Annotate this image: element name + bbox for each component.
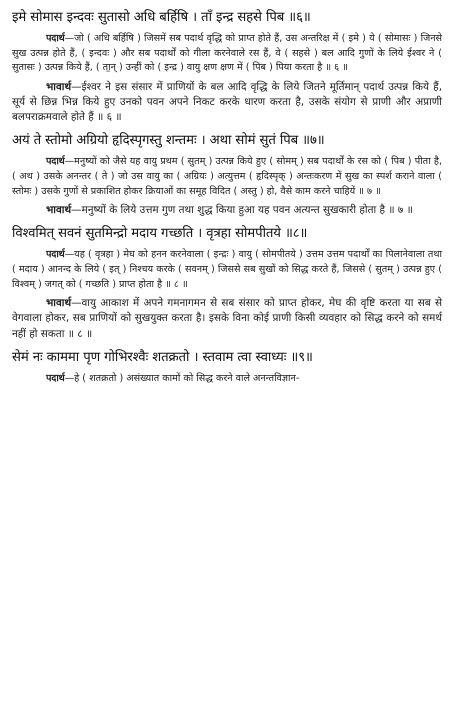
padartha-label: पदार्थ [46,156,65,168]
bhavartha-label: भावार्थ [46,204,72,217]
padartha-label: पदार्थ [46,33,65,44]
bhavartha-label: भावार्थ [46,80,72,93]
padartha-paragraph-8 [12,248,442,292]
padartha-text: —जो ( अधि बर्हिषि ) जिसमें सब पदार्थ वृद्धि को प्राप्त होते हैं, उस अन्तरिक्ष में ( इमे ) ये ( सोमासः ) जिनसे सुख उत्पन्न होते हैं, ( इन्दवः ) और सब पदार्थों को गीला करनेवाले रस हैं, वे ( सहसे ) बल आदि गुणों के लिये ईश्वर ने ( सुतासः ) उत्पन्न किये हैं, ( ता॒न् ) उन्हीं को ( इन्द्र ) वायु क्षण क्षण में ( पिब ) पिया करता है ॥ ६ ॥ [12,33,442,74]
padartha-text: —मनुष्यों को जैसे यह वायु प्रथम ( सुतम् ) उत्पन्न किये हुए ( सोमम् ) सब पदार्थों के रस को ( पिब ) पीता है, ( अथ ) उसके अनन्तर ( ते ) जो उस वायु का ( अग्रियः ) अत्युत्तम ( हृदिस्पृक् ) अन्तःकरण में सुख का स्पर्श कराने वाला ( स्तोमः ) उसके गुणों से प्रकाशित होकर क्रियाओं का समूह विदित ( अस्तु ) हो, वैसे काम करने चाहियें ॥ ७ ॥ [12,156,442,197]
padartha-text: —हे ( शतक्रतो ) असंख्यात कामों को सिद्ध करने वाले अनन्तविज्ञान- [64,372,300,384]
padartha-text: —यह ( वृत्रहा ) मेघ को हनन करनेवाला ( इन्द्रः ) वायु ( सोमपीतये ) उत्तम उत्तम पदार्थों का पिलानेवाला तथा ( मदाय ) आनन्द के लिये ( इत् ) निश्चय करके ( सवनम् ) जिससे सब सुखों को सिद्ध करते हैं, जिससे ( सुतम् ) उत्पन्न हुए ( विश्वम् ) जगत् को ( गच्छति ) प्राप्त होता है ॥ ८ ॥ [12,249,442,290]
bhavartha-text: —वायु आकाश में अपने गमनागमन से सब संसार को प्राप्त होकर, मेघ की वृष्टि करता या सब से वेगवाला होकर, सब प्राणियों को सुखयुक्त करता है। इसके विना कोई प्राणी किसी व्यवहार को सिद्ध करने को समर्थ नहीं हो सकता ॥ ८ ॥ [12,297,443,340]
padartha-paragraph-9 [12,372,442,387]
bhavartha-label: भावार्थ [46,297,72,310]
mantra-verse-6: इमे सोमास इन्दवः सुतासो अधि बर्हिषि । ताँ इन्द्र सहसे पिब ॥६॥ [12,10,311,25]
bhavartha-paragraph-6 [12,80,442,126]
mantra-verse-9: सेमं नः काममा पृण गोभिरश्वैः शतक्रतो । स्तवाम त्वा स्वाध्यः ॥९॥ [12,349,313,365]
bhavartha-paragraph-8 [12,296,442,342]
bhavartha-paragraph-7 [12,203,442,218]
padartha-label: पदार्थ [46,249,65,261]
bhavartha-text: —मनुष्यों के लिये उत्तम गुण तथा शुद्ध किया हुआ यह पवन अत्यन्त सुखकारी होता है ॥ ७ ॥ [71,204,413,217]
mantra-verse-8: विश्वमित् सवनं सुतमिन्द्रो मदाय गच्छति । वृत्रहा सोमपीतये ॥८॥ [12,226,308,242]
padartha-paragraph-7 [12,155,442,199]
mantra-verse-7: अयं ते स्तोमो अग्रियो हृदिस्पृगस्तु शन्तमः । अथा सोमं सुतं पिब ॥७॥ [12,133,325,149]
padartha-label: पदार्थ [46,372,65,384]
padartha-paragraph-6 [12,32,442,76]
bhavartha-text: —ईश्वर ने इस संसार में प्राणियों के बल आदि वृद्धि के लिये जितने मूर्तिमान् पदार्थ उत्पन्न किये हैं, सूर्य से छिन्न भिन्न किये हुए उनको पवन अपने निकट करके धारण करता है, उसके संयोग से प्राणी और अप्राणी बलपराक्रमवाले होते हैं ॥ ६ ॥ [12,80,442,124]
